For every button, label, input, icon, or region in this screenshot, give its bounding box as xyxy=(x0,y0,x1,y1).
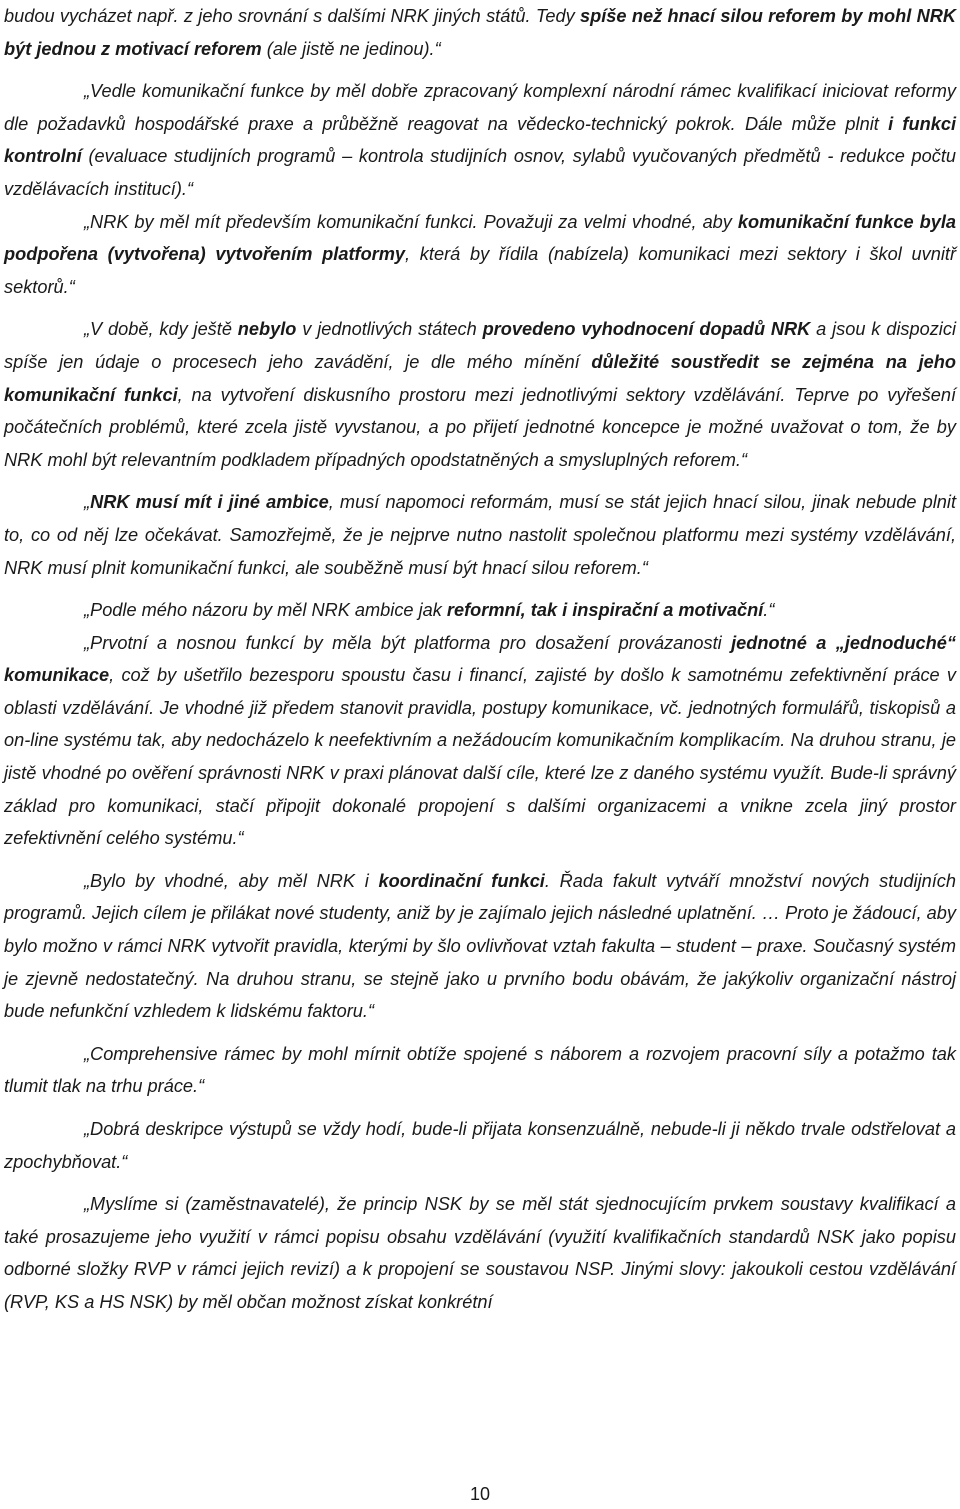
text-segment: „Myslíme si (zaměstnavatelé), že princip NSK by se měl stát sjednocujícím prvkem soustavy kvalifikací a také prosazujeme jeho využití v rámci popisu obsahu vzdělávání (využití kvalifikačních standardů NSK jako popisu odborné složky RVP v rámci jejich revizí) a k propojení se soustavou NSP. Jinými slovy: jakoukoli cestou vzdělávání (RVP, KS a HS NSK) by měl občan možnost získat konkrétní xyxy=(4,1194,956,1312)
bold-text: nebylo xyxy=(237,319,297,340)
text-segment: „ xyxy=(84,492,91,513)
text-segment: „Dobrá deskripce výstupů se vždy hodí, bude-li přijata konsenzuálně, nebude-li ji někdo trvale odstřelovat a zpochybňovat.“ xyxy=(4,1119,956,1172)
quote-reform-ambitions xyxy=(4,594,956,627)
quote-impact-evaluation xyxy=(4,313,956,476)
bold-text: důležité soustředit se zejména na jeho komunikační funkci xyxy=(4,351,956,405)
text-segment: , musí napomoci reformám, musí se stát jejich hnací silou, jinak nebude plnit to, co od něj lze očekávat. Samozřejmě, že je nejprve nutno nastolit společnou platformu mezi systémy vzdělávání, NRK musí plnit komunikační funkci, ale souběžně musí být hnací silou reforem.“ xyxy=(4,492,956,578)
bold-text: NRK musí mít i jiné ambice xyxy=(90,492,329,513)
text-segment: v jednotlivých státech xyxy=(296,319,483,340)
quote-platform-function xyxy=(4,627,956,855)
quote-coordination-function xyxy=(4,865,956,1028)
document-page xyxy=(4,0,956,1319)
quote-output-description xyxy=(4,1113,956,1178)
text-segment: (evaluace studijních programů – kontrola studijních osnov, sylabů vyučovaných předmětů - redukce počtu vzdělávacích institucí).“ xyxy=(4,146,956,199)
text-segment: „Comprehensive rámec by mohl mírnit obtíže spojené s náborem a rozvojem pracovní síly a potažmo tak tlumit tlak na trhu práce.“ xyxy=(4,1043,956,1097)
text-segment: .“ xyxy=(763,600,775,621)
quote-employers-nsk xyxy=(4,1188,956,1318)
text-segment: budou vycházet např. z jeho srovnání s dalšími NRK jiných států. Tedy xyxy=(4,6,581,26)
text-segment: (ale jistě ne jedinou).“ xyxy=(261,38,441,59)
text-segment: a jsou k dispozici spíše jen údaje o procesech jeho zavádění, je dle mého mínění xyxy=(4,319,956,372)
quote-nrk-communication xyxy=(4,206,956,304)
bold-text: komunikační funkce byla podpořena (vytvořena) vytvořením platformy xyxy=(4,211,956,265)
text-segment: . Řada fakult vytváří množství nových studijních programů. Jejich cílem je přilákat nové studenty, aniž by je zajímalo jejich následné uplatnění. … Proto je žádoucí, aby bylo možno v rámci NRK vytvořit pravidla, kterými by šlo ovlivňovat vztah fakulta – student – praxe. Současný systém je zjevně nedostatečný. Na druhou stranu, se stejně jako u prvního bodu obávám, že jakýkoliv organizační nástroj bude nefunkční vzhledem k lidskému faktoru.“ xyxy=(4,870,956,1022)
paragraph-continuation xyxy=(4,0,956,65)
text-segment: , což by ušetřilo bezesporu spoustu času i financí, zajisté by došlo k samotnému zefektivnění práce v oblasti vzdělávání. Je vhodné již předem stanovit pravidla, postupy komunikace, vč. jednotných formulářů, tiskopisů a on-line systému tak, aby nedocházelo k neefektivním a nežádoucím komunikačním komplikacím. Na druhou stranu, je jistě vhodné po ověření správnosti NRK v praxi plánovat další cíle, které lze z daného systému využít. Bude-li správný základ pro komunikaci, stačí připojit dokonalé propojení s dalšími organizacemi a vnikne zcela jiný prostor zefektivnění celého systému.“ xyxy=(4,665,956,849)
bold-text: provedeno vyhodnocení dopadů NRK xyxy=(482,319,811,340)
quote-other-ambitions xyxy=(4,486,956,584)
bold-text: reformní, tak i inspirační a motivační xyxy=(446,600,764,621)
text-segment: , na vytvoření diskusního prostoru mezi jednotlivými sektory vzdělávání. Teprve po vyřešení počátečních problémů, které zcela jistě vyvstanou, a po přijetí jednotné koncepce je možné uvažovat o tom, že by NRK mohl být relevantním podkladem případných opodstatněných a smysluplných reforem.“ xyxy=(4,384,956,470)
page-number: 10 xyxy=(469,1484,491,1504)
quote-comprehensive-framework xyxy=(4,1038,956,1103)
text-segment: „Vedle komunikační funkce by měl dobře zpracovaný komplexní národní rámec kvalifikací iniciovat reformy dle požadavků hospodářské praxe a průběžně reagovat na vědecko-technický pokrok. Dále může plnit xyxy=(4,81,956,134)
bold-text: koordinační funkci xyxy=(378,870,545,891)
bold-text: i funkci kontrolní xyxy=(4,113,956,167)
text-segment: „Prvotní a nosnou funkcí by měla být platforma pro dosažení provázanosti xyxy=(84,632,732,653)
text-segment: , která by řídila (nabízela) komunikaci mezi sektory i škol uvnitř sektorů.“ xyxy=(4,244,956,297)
text-segment: „V době, kdy ještě xyxy=(84,319,238,340)
text-segment: „NRK by měl mít především komunikační funkci. Považuji za velmi vhodné, aby xyxy=(84,211,738,232)
bold-text: spíše než hnací silou reforem by mohl NRK být jednou z motivací reforem xyxy=(4,6,957,59)
quote-communication-framework xyxy=(4,75,956,205)
bold-text: jednotné a „jednoduché“ komunikace xyxy=(4,632,956,686)
text-segment: „Bylo by vhodné, aby měl NRK i xyxy=(84,870,379,891)
text-segment: „Podle mého názoru by měl NRK ambice jak xyxy=(84,600,447,621)
